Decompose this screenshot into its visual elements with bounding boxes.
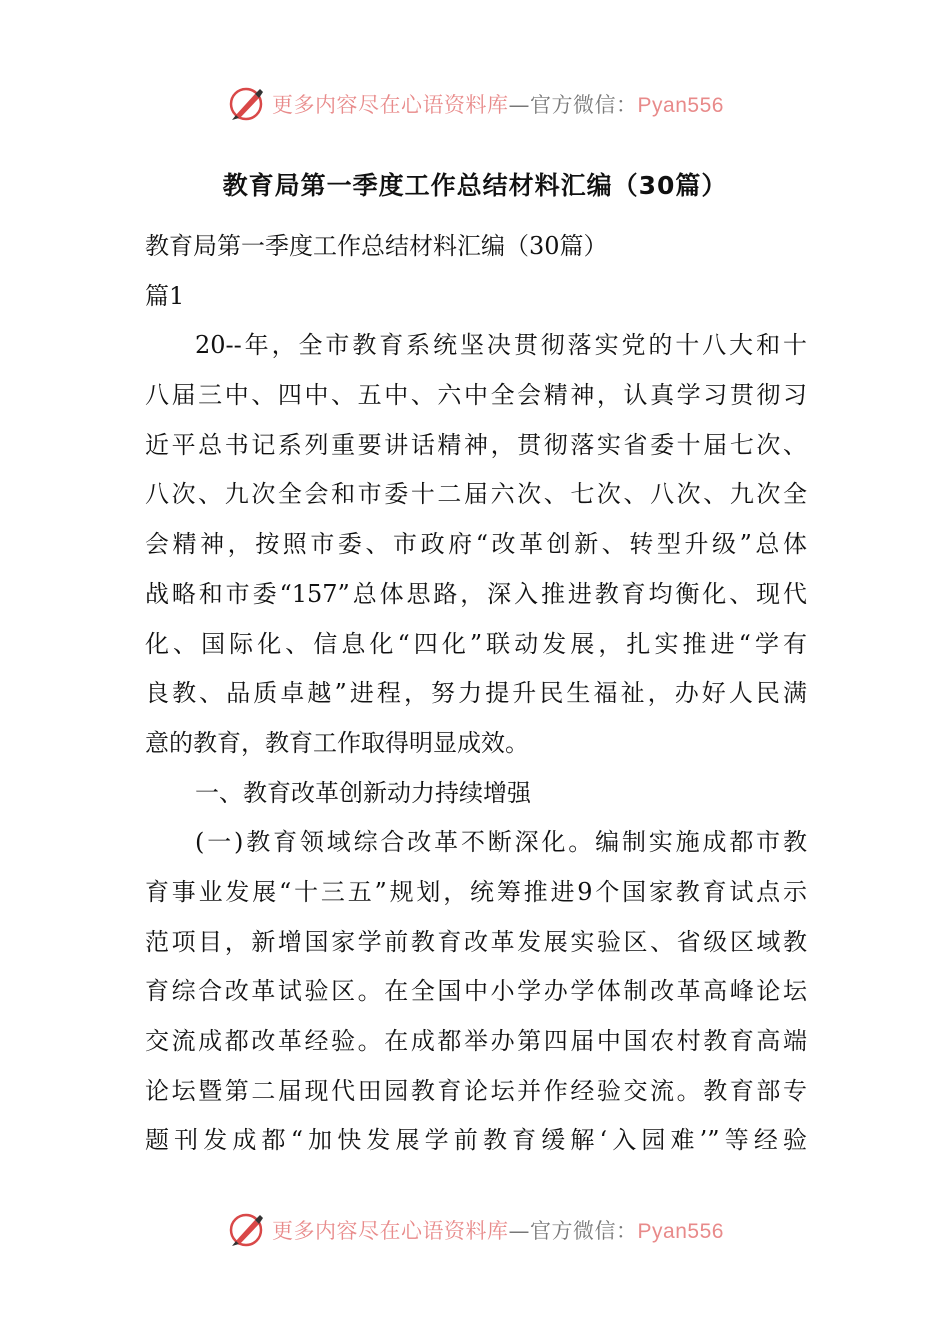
paragraph-line: (一)教育领域综合改革不断深化。编制实施成都市教 (195, 828, 807, 857)
banner-separator: — (508, 1219, 531, 1243)
banner-wechat-label: 官方微信： (530, 93, 638, 117)
paragraph-line: 战略和市委“157”总体思路，深入推进教育均衡化、现代 (145, 579, 807, 608)
paragraph-line: 八次、九次全会和市委十二届六次、七次、八次、九次全 (145, 480, 807, 509)
document-subtitle: 教育局第一季度工作总结材料汇编（30篇） (145, 232, 608, 260)
chapter-label: 篇1 (145, 281, 185, 310)
footer-banner (0, 1208, 950, 1252)
paragraph-line: 意的教育，教育工作取得明显成效。 (145, 728, 529, 757)
header-banner-text (272, 89, 724, 119)
banner-wechat-id: Pyan556 (637, 94, 724, 117)
paragraph-line: 交流成都改革经验。在成都举办第四届中国农村教育高端 (145, 1027, 807, 1055)
header-banner (0, 82, 950, 126)
paragraph-line: 会精神，按照市委、市政府“改革创新、转型升级”总体 (145, 530, 807, 559)
paragraph-line: 化、国际化、信息化“四化”联动发展，扎实推进“学有 (145, 629, 807, 658)
banner-wechat-label: 官方微信： (530, 1219, 638, 1243)
banner-separator: — (508, 93, 531, 117)
section-heading: 一、教育改革创新动力持续增强 (195, 778, 531, 807)
banner-wechat-id: Pyan556 (637, 1220, 724, 1243)
paragraph-line: 范项目，新增国家学前教育改革发展实验区、省级区域教 (145, 927, 807, 956)
paragraph-line: 育事业发展“十三五”规划，统筹推进9个国家教育试点示 (145, 877, 807, 906)
pen-logo-icon (226, 1210, 266, 1250)
document-body (145, 222, 807, 1166)
banner-main-text: 更多内容尽在心语资料库 (272, 93, 509, 117)
paragraph-line: 良教、品质卓越”进程，努力提升民生福祉，办好人民满 (145, 679, 807, 708)
banner-main-text: 更多内容尽在心语资料库 (272, 1219, 509, 1243)
paragraph-line: 八届三中、四中、五中、六中全会精神，认真学习贯彻习 (145, 381, 807, 410)
paragraph-line: 20--年，全市教育系统坚决贯彻落实党的十八大和十 (195, 331, 807, 360)
footer-banner-text (272, 1215, 724, 1245)
paragraph-line: 近平总书记系列重要讲话精神，贯彻落实省委十届七次、 (145, 430, 807, 459)
paragraph-line: 论坛暨第二届现代田园教育论坛并作经验交流。教育部专 (145, 1076, 807, 1105)
paragraph-line: 题刊发成都“加快发展学前教育缓解‘入园难’”等经验 (145, 1126, 807, 1155)
pen-logo-icon (226, 84, 266, 124)
paragraph-line: 育综合改革试验区。在全国中小学办学体制改革高峰论坛 (145, 977, 807, 1006)
document-title: 教育局第一季度工作总结材料汇编（30篇） (222, 171, 728, 200)
